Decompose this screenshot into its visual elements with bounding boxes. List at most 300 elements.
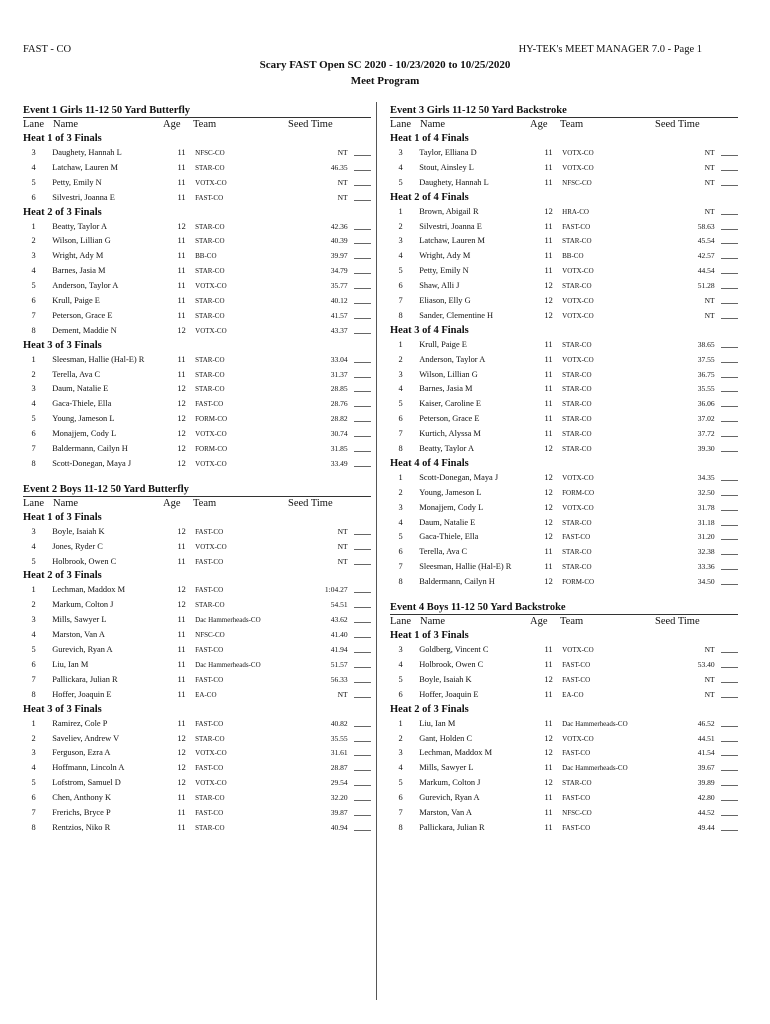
seed-time: 1:04.27 (324, 585, 348, 595)
swimmer-age: 11 (177, 807, 186, 817)
seed-time: NT (704, 689, 715, 699)
event-gap (23, 472, 371, 483)
team-name: VOTX-CO (195, 542, 227, 551)
lane-number: 7 (31, 674, 36, 684)
swimmer-name: Ramirez, Cole P (52, 718, 108, 728)
lane-number: 3 (31, 615, 36, 625)
entry-row (23, 658, 371, 673)
team-name: FAST-CO (195, 527, 224, 536)
entry-row (23, 688, 371, 703)
entry-row (23, 264, 371, 279)
seed-time: NT (704, 296, 715, 306)
lane-number: 6 (31, 659, 36, 669)
swimmer-age: 12 (177, 221, 186, 231)
result-blank-line (354, 397, 371, 407)
swimmer-age: 11 (177, 369, 186, 379)
team-name: STAR-CO (195, 222, 225, 231)
seed-time: 35.55 (330, 733, 348, 743)
team-name: FAST-CO (195, 719, 224, 728)
team-name: STAR-CO (562, 237, 592, 246)
team-name: STAR-CO (195, 297, 225, 306)
lane-number: 1 (398, 339, 403, 349)
swimmer-name: Anderson, Taylor A (52, 281, 119, 291)
swimmer-name: Krull, Paige E (52, 296, 100, 306)
team-header: Team (560, 616, 584, 628)
entry-row (390, 146, 738, 161)
entry-row (23, 146, 371, 161)
result-blank-line (721, 501, 738, 511)
lane-number: 3 (31, 384, 36, 394)
team-name: NFSC-CO (562, 808, 592, 817)
seed-time: 56.33 (330, 674, 348, 684)
seed-time: 51.28 (697, 281, 715, 291)
swimmer-name: Gaca-Thiele, Ella (52, 399, 112, 409)
swimmer-age: 11 (544, 414, 553, 424)
swimmer-age: 11 (177, 822, 186, 832)
swimmer-age: 12 (544, 674, 553, 684)
seed-time: 37.55 (697, 354, 715, 364)
swimmer-name: Jones, Ryder C (52, 541, 103, 551)
swimmer-age: 12 (544, 517, 553, 527)
swimmer-name: Mills, Sawyer L (419, 763, 474, 773)
heat-label: Heat 3 of 3 Finals (23, 339, 102, 351)
result-blank-line (354, 191, 371, 201)
swimmer-age: 11 (177, 718, 186, 728)
swimmer-name: Terella, Ava C (419, 547, 468, 557)
seed-time: 35.55 (697, 384, 715, 394)
swimmer-age: 12 (177, 763, 186, 773)
team-name: VOTX-CO (195, 459, 227, 468)
entry-row (23, 397, 371, 412)
result-blank-line (354, 540, 371, 550)
team-name: STAR-CO (562, 370, 592, 379)
team-name: FORM-CO (562, 578, 595, 587)
result-blank-line (721, 442, 738, 452)
lane-number: 4 (398, 517, 403, 527)
lane-header: Lane (390, 616, 411, 628)
result-blank-line (354, 806, 371, 816)
seed-time: NT (337, 556, 348, 566)
swimmer-age: 11 (544, 822, 553, 832)
team-name: VOTX-CO (562, 503, 594, 512)
lane-number: 1 (398, 718, 403, 728)
entry-row (390, 412, 738, 427)
result-blank-line (721, 673, 738, 683)
lane-number: 2 (31, 369, 36, 379)
entry-row (390, 791, 738, 806)
team-name: STAR-CO (562, 430, 592, 439)
swimmer-age: 11 (177, 148, 186, 157)
swimmer-age: 11 (544, 399, 553, 409)
swimmer-name: Brown, Abigail R (419, 206, 479, 216)
team-name: STAR-CO (195, 385, 225, 394)
result-blank-line (721, 294, 738, 304)
lane-number: 5 (398, 399, 403, 409)
team-name: Dac Hammerheads-CO (195, 660, 261, 669)
swimmer-name: Rentzios, Niko R (52, 822, 111, 832)
swimmer-name: Eliason, Elly G (419, 296, 471, 306)
seed-time: NT (704, 310, 715, 320)
team-name: STAR-CO (562, 340, 592, 349)
seed-time: 43.37 (330, 325, 348, 335)
result-blank-line (721, 688, 738, 698)
team-name: FAST-CO (195, 646, 224, 655)
entry-row (390, 234, 738, 249)
result-blank-line (354, 717, 371, 727)
seed-time: 28.85 (330, 384, 348, 394)
result-blank-line (354, 324, 371, 334)
team-name: STAR-CO (195, 823, 225, 832)
entry-row (23, 555, 371, 570)
result-blank-line (354, 161, 371, 171)
swimmer-name: Sleesman, Hallie (Hal-E) R (52, 354, 145, 364)
team-name: STAR-CO (562, 385, 592, 394)
swimmer-name: Young, Jameson L (52, 414, 115, 424)
swimmer-age: 11 (177, 192, 186, 202)
entry-row (390, 249, 738, 264)
swimmer-age: 11 (544, 807, 553, 817)
result-blank-line (354, 688, 371, 698)
team-name: STAR-CO (195, 794, 225, 803)
heat-label: Heat 1 of 3 Finals (390, 630, 469, 642)
swimmer-name: Pallickara, Julian R (52, 674, 118, 684)
swimmer-age: 11 (177, 674, 186, 684)
swimmer-age: 11 (177, 645, 186, 655)
team-header: Team (560, 119, 584, 130)
seed-time: NT (704, 674, 715, 684)
lane-number: 3 (398, 236, 403, 246)
swimmer-age: 11 (177, 793, 186, 803)
seed-time: NT (337, 689, 348, 699)
swimmer-name: Daum, Natalie E (419, 517, 476, 527)
swimmer-age: 12 (544, 281, 553, 291)
team-name: STAR-CO (195, 311, 225, 320)
result-blank-line (354, 442, 371, 452)
seed-time: 39.97 (330, 251, 348, 261)
lane-number: 4 (31, 541, 36, 551)
team-name: FAST-CO (195, 586, 224, 595)
lane-number: 2 (398, 733, 403, 743)
entry-row (23, 294, 371, 309)
swimmer-age: 12 (544, 444, 553, 454)
team-name: Dac Hammerheads-CO (562, 719, 628, 728)
lane-number: 7 (31, 310, 36, 320)
team-name: VOTX-CO (195, 779, 227, 788)
result-blank-line (721, 471, 738, 481)
team-name: FAST-CO (195, 764, 224, 773)
seed-time: 35.77 (330, 281, 348, 291)
event-title: Event 1 Girls 11-12 50 Yard Butterfly (23, 105, 191, 116)
result-blank-line (721, 545, 738, 555)
swimmer-name: Holbrook, Owen C (52, 556, 117, 566)
result-blank-line (721, 776, 738, 786)
result-blank-line (721, 353, 738, 363)
entry-row (23, 353, 371, 368)
result-blank-line (354, 555, 371, 565)
team-name: FORM-CO (562, 488, 595, 497)
team-name: NFSC-CO (562, 178, 592, 187)
entry-row (23, 368, 371, 383)
team-name: EA-CO (562, 690, 584, 699)
entry-row (23, 525, 371, 540)
seed-time: NT (704, 148, 715, 157)
entry-row (23, 776, 371, 791)
swimmer-name: Wright, Ady M (52, 251, 104, 261)
swimmer-age: 11 (544, 354, 553, 364)
result-blank-line (354, 264, 371, 274)
lane-number: 8 (31, 689, 36, 699)
result-blank-line (354, 412, 371, 422)
swimmer-age: 12 (177, 748, 186, 758)
seed-time: 42.80 (697, 793, 715, 803)
swimmer-name: Hoffer, Joaquin E (419, 689, 479, 699)
swimmer-age: 11 (544, 236, 553, 246)
swimmer-name: Kurtich, Alyssa M (419, 429, 481, 439)
entry-row (390, 368, 738, 383)
team-name: FORM-CO (195, 415, 228, 424)
team-name: STAR-CO (195, 601, 225, 610)
swimmer-name: Petty, Emily N (52, 177, 102, 187)
entry-row (23, 673, 371, 688)
result-blank-line (721, 279, 738, 289)
age-header: Age (530, 616, 548, 628)
swimmer-name: Marston, Van A (419, 807, 472, 817)
swimmer-age: 12 (177, 444, 186, 454)
entry-row (23, 324, 371, 339)
seed-header: Seed Time (655, 119, 700, 130)
entry-row (390, 688, 738, 703)
heat-label: Heat 2 of 3 Finals (23, 570, 102, 582)
swimmer-name: Pallickara, Julian R (419, 822, 485, 832)
swimmer-name: Petty, Emily N (419, 266, 469, 276)
swimmer-name: Latchaw, Lauren M (419, 236, 485, 246)
entry-row (23, 806, 371, 821)
lane-number: 3 (398, 148, 403, 157)
lane-number: 7 (398, 429, 403, 439)
entry-row (23, 598, 371, 613)
result-blank-line (354, 613, 371, 623)
seed-time: 37.72 (697, 429, 715, 439)
swimmer-age: 12 (177, 429, 186, 439)
result-blank-line (354, 821, 371, 831)
swimmer-age: 12 (544, 748, 553, 758)
seed-time: NT (337, 526, 348, 536)
event-gap (390, 590, 738, 601)
swimmer-name: Daughety, Hannah L (419, 177, 489, 187)
seed-time: 58.63 (697, 221, 715, 231)
entry-row (23, 161, 371, 176)
team-name: FAST-CO (562, 823, 591, 832)
swimmer-name: Monajjem, Cody L (52, 429, 117, 439)
seed-time: 46.35 (330, 162, 348, 172)
name-header: Name (420, 616, 446, 628)
result-blank-line (354, 776, 371, 786)
result-blank-line (354, 427, 371, 437)
lane-header: Lane (23, 497, 44, 509)
seed-header: Seed Time (288, 119, 333, 130)
result-blank-line (354, 279, 371, 289)
result-blank-line (354, 732, 371, 742)
age-header: Age (530, 119, 548, 130)
lane-header: Lane (390, 119, 411, 130)
result-blank-line (354, 598, 371, 608)
lane-number: 1 (398, 206, 403, 216)
entry-row (390, 442, 738, 457)
lane-number: 5 (31, 645, 36, 655)
seed-time: 33.36 (697, 562, 715, 572)
swimmer-name: Gurevich, Ryan A (52, 645, 113, 655)
team-name: EA-CO (195, 690, 217, 699)
swimmer-name: Wright, Ady M (419, 251, 471, 261)
right-column (390, 104, 738, 836)
swimmer-age: 12 (544, 472, 553, 482)
team-name: NFSC-CO (195, 149, 225, 157)
team-name: STAR-CO (562, 445, 592, 454)
seed-time: 44.52 (697, 807, 715, 817)
heat-label: Heat 3 of 4 Finals (390, 324, 469, 336)
result-blank-line (721, 309, 738, 319)
entry-row (23, 746, 371, 761)
lane-number: 8 (398, 577, 403, 587)
swimmer-name: Ferguson, Ezra A (52, 748, 111, 758)
seed-time: 40.39 (330, 236, 348, 246)
team-name: STAR-CO (195, 734, 225, 743)
team-name: STAR-CO (195, 163, 225, 172)
team-name: STAR-CO (562, 779, 592, 788)
entry-row (23, 191, 371, 206)
swimmer-age: 11 (177, 615, 186, 625)
lane-number: 4 (398, 251, 403, 261)
lane-number: 1 (31, 585, 36, 595)
seed-time: NT (704, 162, 715, 172)
seed-header: Seed Time (288, 497, 333, 509)
entry-row (390, 294, 738, 309)
result-blank-line (721, 791, 738, 801)
team-name: BB-CO (195, 252, 217, 261)
entry-row (390, 560, 738, 575)
swimmer-name: Lechman, Maddox M (52, 585, 126, 595)
seed-time: NT (337, 541, 348, 551)
swimmer-name: Peterson, Grace E (419, 414, 480, 424)
team-name: VOTX-CO (562, 311, 594, 320)
lane-number: 4 (31, 266, 36, 276)
seed-time: 41.40 (330, 630, 348, 640)
seed-time: 32.38 (697, 547, 715, 557)
swimmer-age: 12 (544, 310, 553, 320)
seed-time: 31.78 (697, 502, 715, 512)
entry-row (390, 279, 738, 294)
lane-number: 7 (398, 562, 403, 572)
entry-row (390, 427, 738, 442)
swimmer-age: 12 (177, 458, 186, 468)
lane-number: 4 (31, 399, 36, 409)
swimmer-name: Terella, Ava C (52, 369, 101, 379)
team-name: FORM-CO (195, 445, 228, 454)
swimmer-age: 11 (177, 659, 186, 669)
lane-number: 3 (398, 502, 403, 512)
seed-time: 40.94 (330, 822, 348, 832)
result-blank-line (354, 457, 371, 467)
lane-number: 6 (398, 793, 403, 803)
entry-row (23, 761, 371, 776)
swimmer-age: 11 (544, 547, 553, 557)
entry-row (23, 732, 371, 747)
team-name: FAST-CO (562, 794, 591, 803)
left-column (23, 104, 371, 836)
seed-time: NT (337, 192, 348, 202)
entry-row (23, 583, 371, 598)
swimmer-name: Taylor, Elliana D (419, 148, 477, 157)
seed-time: 38.65 (697, 339, 715, 349)
swimmer-age: 11 (544, 162, 553, 172)
swimmer-age: 11 (177, 556, 186, 566)
lane-number: 4 (398, 384, 403, 394)
seed-time: 44.54 (697, 266, 715, 276)
team-name: STAR-CO (195, 355, 225, 364)
header-left: FAST - CO (23, 44, 72, 55)
swimmer-age: 11 (544, 562, 553, 572)
swimmer-name: Gaca-Thiele, Ella (419, 532, 479, 542)
result-blank-line (354, 746, 371, 756)
swimmer-age: 11 (177, 266, 186, 276)
swimmer-age: 12 (544, 532, 553, 542)
team-header: Team (193, 497, 217, 509)
seed-time: 31.61 (330, 748, 348, 758)
seed-time: NT (704, 206, 715, 216)
swimmer-name: Beatty, Taylor A (52, 221, 108, 231)
swimmer-name: Monajjem, Cody L (419, 502, 484, 512)
team-name: VOTX-CO (195, 326, 227, 335)
swimmer-name: Chen, Anthony K (52, 793, 112, 803)
swimmer-name: Wilson, Lillian G (419, 369, 478, 379)
result-blank-line (354, 382, 371, 392)
swimmer-name: Scott-Donegan, Maya J (52, 458, 132, 468)
entry-row (390, 732, 738, 747)
lane-number: 1 (31, 354, 36, 364)
team-name: VOTX-CO (562, 163, 594, 172)
lane-number: 8 (398, 310, 403, 320)
entry-row (390, 776, 738, 791)
swimmer-age: 11 (544, 645, 553, 655)
lane-number: 3 (398, 748, 403, 758)
team-name: FAST-CO (195, 675, 224, 684)
lane-number: 4 (398, 763, 403, 773)
swimmer-name: Gurevich, Ryan A (419, 793, 480, 803)
entry-row (390, 382, 738, 397)
lane-number: 6 (398, 281, 403, 291)
entry-row (23, 309, 371, 324)
swimmer-age: 11 (177, 310, 186, 320)
result-blank-line (354, 176, 371, 186)
swimmer-name: Mills, Sawyer L (52, 615, 107, 625)
seed-time: 32.20 (330, 793, 348, 803)
swimmer-age: 11 (544, 251, 553, 261)
result-blank-line (354, 309, 371, 319)
seed-time: 41.57 (330, 310, 348, 320)
entry-row (390, 575, 738, 590)
seed-time: 31.85 (330, 444, 348, 454)
entry-row (23, 821, 371, 836)
seed-time: 39.30 (697, 444, 715, 454)
lane-number: 3 (398, 369, 403, 379)
seed-time: 40.82 (330, 718, 348, 728)
swimmer-name: Baldermann, Cailyn H (52, 444, 128, 454)
seed-time: 53.40 (697, 659, 715, 669)
swimmer-age: 11 (544, 369, 553, 379)
result-blank-line (354, 628, 371, 638)
entry-row (390, 821, 738, 836)
age-header: Age (163, 497, 181, 509)
